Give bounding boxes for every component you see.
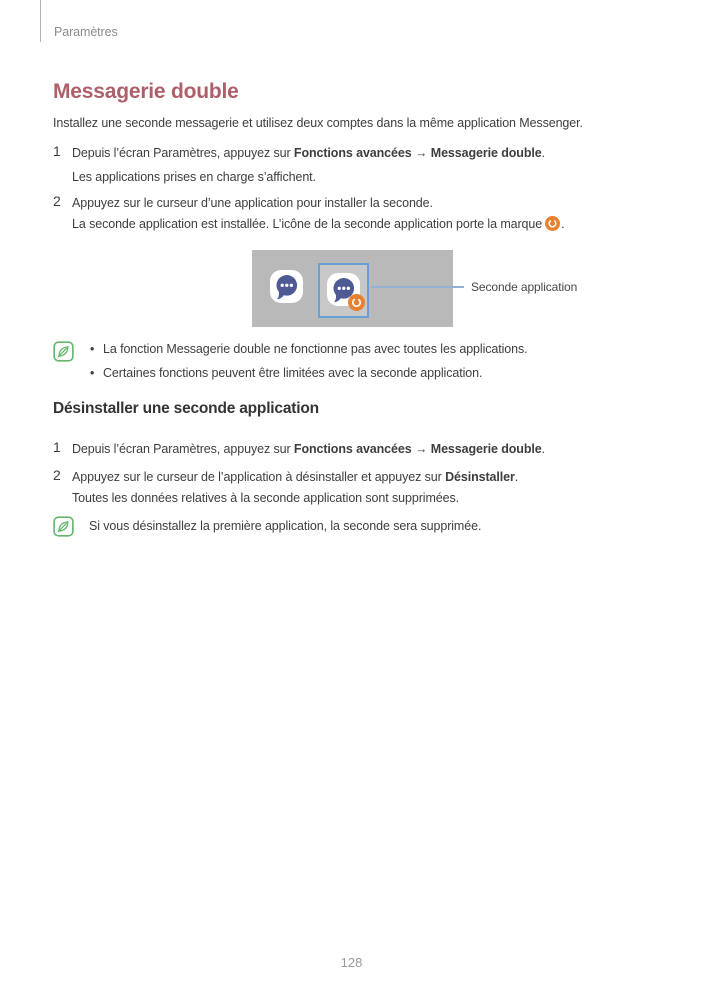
- menu-path-segment: Messagerie double: [430, 146, 542, 160]
- step-subtext: [72, 214, 564, 235]
- menu-path-segment: Fonctions avancées: [293, 442, 412, 456]
- text-segment: .: [514, 470, 519, 484]
- section-title: Désinstaller une seconde application: [53, 400, 319, 417]
- text-segment: .: [541, 146, 545, 160]
- step-text: [72, 467, 518, 488]
- menu-path-segment: Messagerie double: [430, 442, 542, 456]
- breadcrumb: Paramètres: [54, 25, 118, 39]
- step-text: [72, 143, 545, 164]
- note-leaf-icon: [53, 341, 74, 362]
- second-messenger-app-icon: [327, 273, 360, 306]
- step-item-1: [53, 143, 545, 187]
- note-block: [53, 339, 528, 387]
- step-number: 2: [53, 193, 61, 209]
- step-number: 1: [53, 143, 61, 159]
- text-segment: La seconde application est installée. L’icône de la seconde application porte la marque: [72, 216, 543, 231]
- callout-line: [371, 286, 464, 288]
- step-subtext: Toutes les données relatives à la seconde application sont supprimées.: [72, 490, 459, 505]
- arrow-glyph: →: [411, 442, 431, 456]
- step-item-2: [53, 467, 518, 508]
- step-number: 1: [53, 439, 61, 455]
- step-number: 2: [53, 467, 61, 483]
- text-segment: Depuis l’écran Paramètres, appuyez sur: [72, 442, 294, 456]
- dual-messenger-badge-icon: [545, 216, 560, 231]
- callout-label: Seconde application: [471, 280, 578, 294]
- note-block: [53, 514, 481, 537]
- step-item-1: [53, 439, 545, 460]
- menu-path-segment: Désinstaller: [445, 470, 515, 484]
- text-segment: Depuis l’écran Paramètres, appuyez sur: [72, 146, 294, 160]
- header-divider: [40, 0, 41, 42]
- note-leaf-icon: [53, 516, 74, 537]
- text-segment: .: [541, 442, 545, 456]
- step-text: [72, 439, 545, 460]
- note-item: • Certaines fonctions peuvent être limitées avec la seconde application.: [89, 363, 528, 383]
- text-segment: Appuyez sur le curseur de l’application à désinstaller et appuyez sur: [72, 470, 446, 484]
- intro-paragraph: Installez une seconde messagerie et utilisez deux comptes dans la même application Messenger.: [53, 116, 583, 130]
- text-segment: .: [561, 216, 565, 231]
- arrow-glyph: →: [411, 146, 431, 160]
- note-item: • La fonction Messagerie double ne fonctionne pas avec toutes les applications.: [89, 339, 528, 359]
- screenshot-panel: [252, 250, 453, 327]
- messenger-app-icon: [270, 270, 303, 303]
- step-item-2: [53, 193, 564, 234]
- step-text: Appuyez sur le curseur d’une application pour installer la seconde.: [72, 196, 433, 210]
- page-number: 128: [340, 955, 363, 970]
- figure-dual-messenger: [0, 250, 703, 328]
- step-subtext: Les applications prises en charge s’affichent.: [72, 169, 316, 184]
- page-title: Messagerie double: [53, 80, 239, 103]
- note-item: Si vous désinstallez la première application, la seconde sera supprimée.: [89, 519, 482, 533]
- dual-messenger-badge-icon: [348, 294, 365, 311]
- second-app-highlight-box: [318, 263, 369, 318]
- menu-path-segment: Fonctions avancées: [293, 146, 412, 160]
